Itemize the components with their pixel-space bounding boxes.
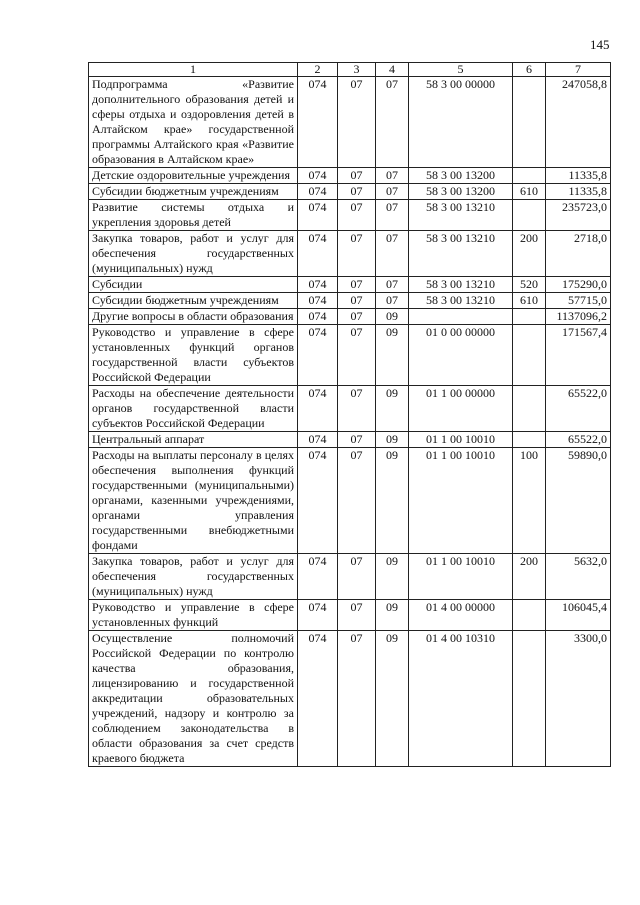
item-name-cell: Закупка товаров, работ и услуг для обеспечения государственных (муниципальных) нужд [89, 554, 298, 600]
item-name-cell: Субсидии бюджетным учреждениям [89, 184, 298, 200]
subsection-code-cell: 09 [376, 309, 409, 325]
target-article-cell: 01 1 00 10010 [409, 432, 513, 448]
expense-type-cell [513, 168, 546, 184]
amount-cell: 11335,8 [546, 168, 611, 184]
item-name-cell: Руководство и управление в сфере установленных функций органов государственной власти субъектов Российской Федерации [89, 325, 298, 386]
target-article-cell [409, 309, 513, 325]
expense-type-cell [513, 631, 546, 767]
item-name-cell: Руководство и управление в сфере установленных функций [89, 600, 298, 631]
ministry-code-cell: 074 [298, 432, 338, 448]
ministry-code-cell: 074 [298, 309, 338, 325]
ministry-code-cell: 074 [298, 448, 338, 554]
item-name-cell: Расходы на выплаты персоналу в целях обеспечения выполнения функций государственными (муниципальными) органами, казенными учреждениями, органами управления государственными внебюджетными фондами [89, 448, 298, 554]
expense-type-cell [513, 77, 546, 168]
ministry-code-cell: 074 [298, 600, 338, 631]
budget-table [88, 62, 611, 767]
table-row [89, 184, 611, 200]
subsection-code-cell: 07 [376, 184, 409, 200]
target-article-cell: 58 3 00 00000 [409, 77, 513, 168]
item-name-cell: Закупка товаров, работ и услуг для обеспечения государственных (муниципальных) нужд [89, 231, 298, 277]
ministry-code-cell: 074 [298, 277, 338, 293]
subsection-code-cell: 07 [376, 77, 409, 168]
table-row [89, 554, 611, 600]
table-row [89, 386, 611, 432]
amount-cell: 65522,0 [546, 386, 611, 432]
table-row [89, 432, 611, 448]
section-code-cell: 07 [338, 600, 376, 631]
amount-cell: 11335,8 [546, 184, 611, 200]
subsection-code-cell: 09 [376, 600, 409, 631]
amount-cell: 65522,0 [546, 432, 611, 448]
expense-type-cell [513, 386, 546, 432]
section-code-cell: 07 [338, 231, 376, 277]
amount-cell: 59890,0 [546, 448, 611, 554]
section-code-cell: 07 [338, 554, 376, 600]
amount-cell: 57715,0 [546, 293, 611, 309]
target-article-cell: 01 4 00 10310 [409, 631, 513, 767]
header-cell: 2 [298, 63, 338, 77]
expense-type-cell: 200 [513, 554, 546, 600]
item-name-cell: Детские оздоровительные учреждения [89, 168, 298, 184]
subsection-code-cell: 09 [376, 631, 409, 767]
amount-cell: 235723,0 [546, 200, 611, 231]
subsection-code-cell: 09 [376, 448, 409, 554]
section-code-cell: 07 [338, 386, 376, 432]
amount-cell: 171567,4 [546, 325, 611, 386]
ministry-code-cell: 074 [298, 200, 338, 231]
table-row [89, 325, 611, 386]
amount-cell: 175290,0 [546, 277, 611, 293]
target-article-cell: 58 3 00 13200 [409, 168, 513, 184]
section-code-cell: 07 [338, 200, 376, 231]
amount-cell: 2718,0 [546, 231, 611, 277]
header-cell: 7 [546, 63, 611, 77]
section-code-cell: 07 [338, 184, 376, 200]
subsection-code-cell: 09 [376, 386, 409, 432]
target-article-cell: 01 0 00 00000 [409, 325, 513, 386]
expense-type-cell: 610 [513, 184, 546, 200]
item-name-cell: Субсидии [89, 277, 298, 293]
section-code-cell: 07 [338, 309, 376, 325]
target-article-cell: 01 1 00 00000 [409, 386, 513, 432]
table-row [89, 293, 611, 309]
item-name-cell: Осуществление полномочий Российской Федерации по контролю качества образования, лицензированию и государственной аккредитации образовательных учреждений, надзору и контролю за соблюдением законодательства в области образования за счет средств краевого бюджета [89, 631, 298, 767]
item-name-cell: Субсидии бюджетным учреждениям [89, 293, 298, 309]
ministry-code-cell: 074 [298, 184, 338, 200]
subsection-code-cell: 09 [376, 554, 409, 600]
section-code-cell: 07 [338, 277, 376, 293]
target-article-cell: 58 3 00 13210 [409, 200, 513, 231]
page-number: 145 [590, 37, 610, 52]
header-cell: 5 [409, 63, 513, 77]
section-code-cell: 07 [338, 168, 376, 184]
section-code-cell: 07 [338, 77, 376, 168]
subsection-code-cell: 09 [376, 325, 409, 386]
ministry-code-cell: 074 [298, 386, 338, 432]
target-article-cell: 58 3 00 13210 [409, 231, 513, 277]
subsection-code-cell: 07 [376, 231, 409, 277]
expense-type-cell [513, 600, 546, 631]
table-row [89, 277, 611, 293]
expense-type-cell [513, 432, 546, 448]
section-code-cell: 07 [338, 293, 376, 309]
expense-type-cell: 520 [513, 277, 546, 293]
section-code-cell: 07 [338, 631, 376, 767]
section-code-cell: 07 [338, 448, 376, 554]
header-cell: 1 [89, 63, 298, 77]
target-article-cell: 58 3 00 13200 [409, 184, 513, 200]
subsection-code-cell: 07 [376, 293, 409, 309]
table-row [89, 231, 611, 277]
table-row [89, 600, 611, 631]
amount-cell: 3300,0 [546, 631, 611, 767]
ministry-code-cell: 074 [298, 631, 338, 767]
table-row [89, 309, 611, 325]
table-row [89, 77, 611, 168]
table-row [89, 631, 611, 767]
table-row [89, 168, 611, 184]
section-code-cell: 07 [338, 432, 376, 448]
table-row [89, 200, 611, 231]
section-code-cell: 07 [338, 325, 376, 386]
subsection-code-cell: 07 [376, 277, 409, 293]
ministry-code-cell: 074 [298, 168, 338, 184]
target-article-cell: 58 3 00 13210 [409, 293, 513, 309]
expense-type-cell: 610 [513, 293, 546, 309]
item-name-cell: Расходы на обеспечение деятельности органов государственной власти субъектов Российской Федерации [89, 386, 298, 432]
expense-type-cell [513, 200, 546, 231]
expense-type-cell: 100 [513, 448, 546, 554]
ministry-code-cell: 074 [298, 77, 338, 168]
ministry-code-cell: 074 [298, 325, 338, 386]
target-article-cell: 01 1 00 10010 [409, 448, 513, 554]
header-cell: 4 [376, 63, 409, 77]
amount-cell: 5632,0 [546, 554, 611, 600]
amount-cell: 1137096,2 [546, 309, 611, 325]
target-article-cell: 01 4 00 00000 [409, 600, 513, 631]
ministry-code-cell: 074 [298, 231, 338, 277]
item-name-cell: Другие вопросы в области образования [89, 309, 298, 325]
item-name-cell: Развитие системы отдыха и укрепления здоровья детей [89, 200, 298, 231]
expense-type-cell [513, 309, 546, 325]
item-name-cell: Центральный аппарат [89, 432, 298, 448]
target-article-cell: 58 3 00 13210 [409, 277, 513, 293]
subsection-code-cell: 07 [376, 200, 409, 231]
table-row [89, 448, 611, 554]
subsection-code-cell: 09 [376, 432, 409, 448]
ministry-code-cell: 074 [298, 554, 338, 600]
item-name-cell: Подпрограмма «Развитие дополнительного образования детей и сферы отдыха и оздоровления детей в Алтайском крае» государственной программы Алтайского края «Развитие образования в Алтайском крае» [89, 77, 298, 168]
ministry-code-cell: 074 [298, 293, 338, 309]
target-article-cell: 01 1 00 10010 [409, 554, 513, 600]
amount-cell: 106045,4 [546, 600, 611, 631]
header-cell: 6 [513, 63, 546, 77]
expense-type-cell [513, 325, 546, 386]
header-row [89, 63, 611, 77]
amount-cell: 247058,8 [546, 77, 611, 168]
header-cell: 3 [338, 63, 376, 77]
table-body [89, 63, 611, 767]
subsection-code-cell: 07 [376, 168, 409, 184]
expense-type-cell: 200 [513, 231, 546, 277]
